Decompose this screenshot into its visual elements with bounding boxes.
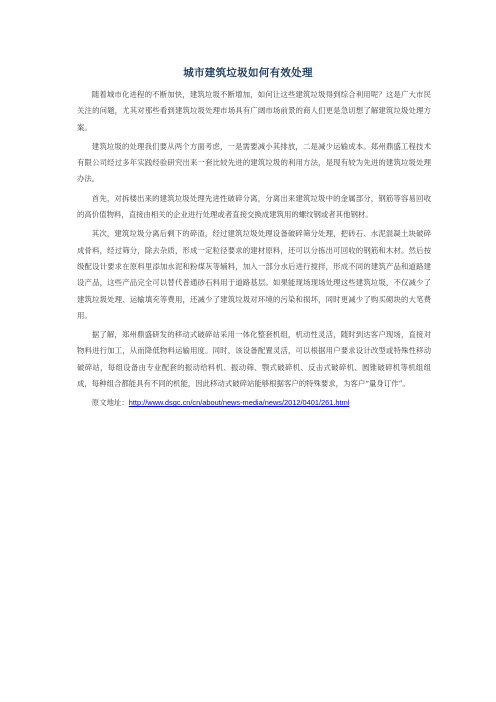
paragraph-1: 随着城市化进程的不断加快，建筑垃圾不断增加，如何让这些建筑垃圾得到综合利用呢？这是广大市民关注的问题，尤其对那些看到建筑垃圾处理市场具有广阔市场前景的商人们更是急切想了解建筑垃圾处理方案。: [77, 90, 431, 132]
document-title: 城市建筑垃圾如何有效处理: [183, 67, 313, 79]
source-link[interactable]: http://www.dsgc.cn/cn/about/news-media/news/2012/0401/261.html: [128, 398, 350, 408]
source-line: [77, 395, 431, 411]
paragraph-2: 建筑垃圾的处理我们要从两个方面考虑，一是需要减小其排放，二是减少运输成本。郑州鼎盛工程技术有限公司经过多年实践经验研究出来一套比较先进的建筑垃圾的利用方法，是现有较为先进的建筑垃圾处理办法。: [77, 141, 431, 184]
paragraph-4: 其次，建筑垃圾分离后剩下的碎渣，经过建筑垃圾处理设备破碎筛分处理，把砖石、水泥混凝土块破碎成骨料，经过筛分，除去杂质，形成一定粒径要求的建材原料，还可以分拣出可回收的钢筋和木材。然后按级配设计要求在原料里添加水泥和粉煤灰等辅料，加入一部分水后进行搅拌，形成不同的建筑产品和道路建设产品，这些产品完全可以替代普通砂石料用于道路基层。如果能现场现场处理这些建筑垃圾，不仅减少了建筑垃圾处理、运输填充等费用，还减少了建筑垃圾对环境的污染和损坏，同时更减少了购买砌块的大笔费用。: [77, 229, 431, 320]
document-body: [77, 87, 431, 412]
paragraph-5: 据了解，郑州鼎盛研发的移动式破碎站采用一体化整套机组，机动性灵活，随时到达客户现场，直接对物料进行加工，从而降低物料运输用度。同时，该设备配置灵活，可以根据用户要求设计改型或特殊性移动破碎站，每组设备由专业配套的振动给料机、振动筛、颚式破碎机、反击式破碎机、圆锥破碎机等机组组成，每种组合都能具有不同的机能，因此移动式破碎站能够根据客户的特殊要求，为客户“量身订作”。: [77, 330, 431, 389]
paragraph-3: 首先，对拆楼出来的建筑垃圾处理先进性破碎分离，分离出来建筑垃圾中的金属部分，钢筋等容易回收的高价值物料，直接由相关的企业进行处理或者直接交换成建筑用的螺纹钢或者其他钢材。: [77, 193, 431, 220]
source-label: 原文地址：: [91, 398, 129, 408]
